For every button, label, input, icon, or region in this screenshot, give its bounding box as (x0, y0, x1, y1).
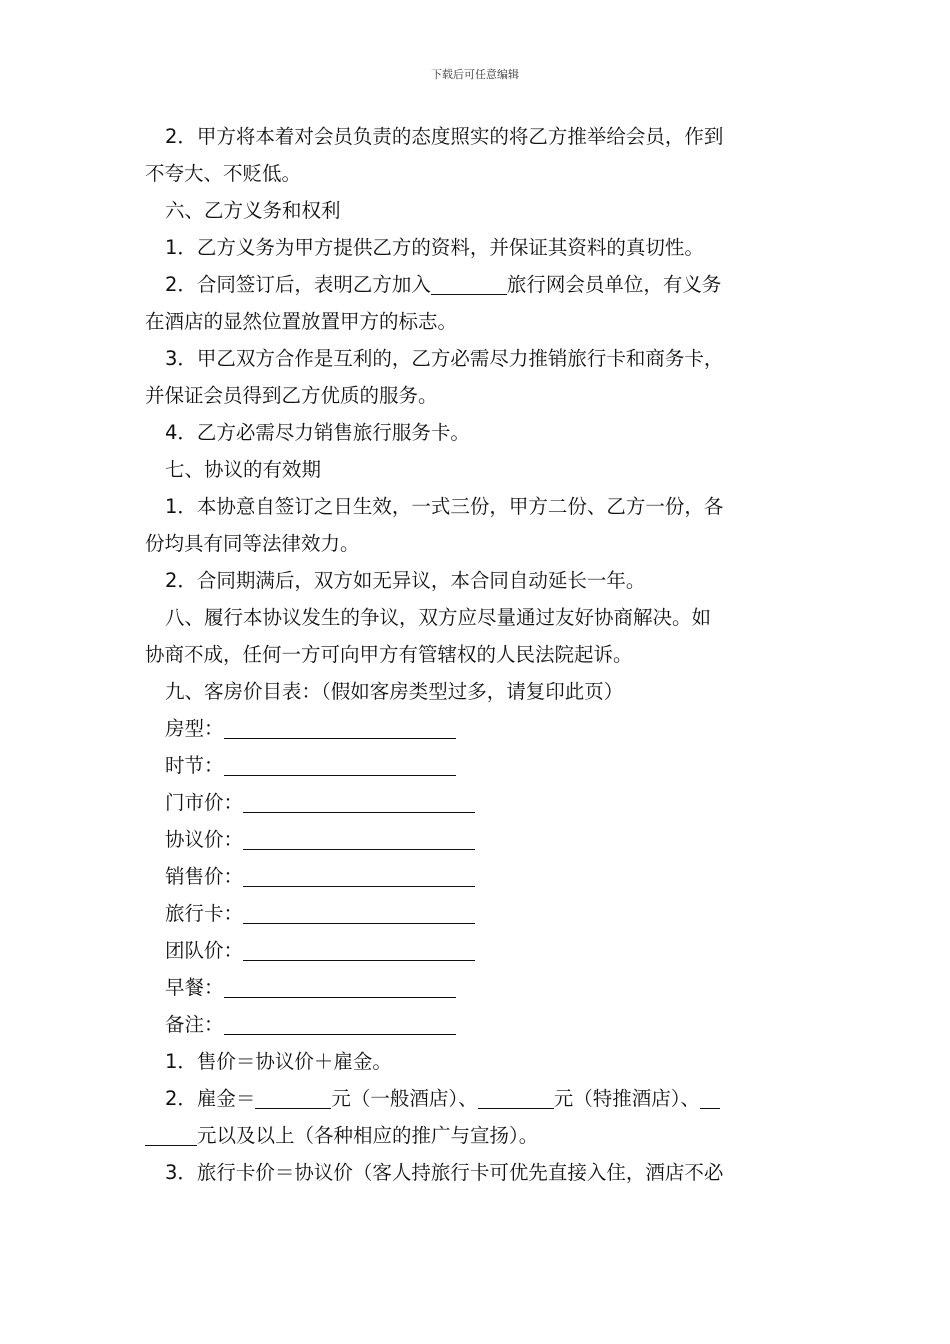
section-8: 八、履行本协议发生的争议，双方应尽量通过友好协商解决。如 (165, 606, 712, 629)
field-sale-price: 销售价： (145, 858, 810, 895)
section-9-heading: 九、客房价目表：（假如客房类型过多，请复印此页） (165, 680, 624, 703)
note-2: 2．雇金＝ 元（一般酒店）、 元（特推酒店）、 (145, 1080, 810, 1117)
field-room-type: 房型： (145, 710, 810, 747)
sale-price-blank (243, 862, 475, 887)
agreed-price-blank (243, 825, 475, 850)
travel-card-blank (243, 899, 475, 924)
clause-6-4: 4．乙方必需尽力销售旅行服务卡。 (165, 421, 470, 444)
clause-6-3: 3．甲乙双方合作是互利的，乙方必需尽力推销旅行卡和商务卡， (165, 347, 724, 370)
section-8-cont: 协商不成，任何一方可向甲方有管辖权的人民法院起诉。 (145, 643, 633, 666)
season-blank (224, 751, 456, 776)
field-agreed-price: 协议价： (145, 821, 810, 858)
clause-6-2-cont: 在酒店的显然位置放置甲方的标志。 (145, 310, 458, 333)
field-season: 时节： (145, 747, 810, 784)
note-1: 1．售价＝协议价＋雇金。 (165, 1050, 392, 1073)
contract-body (145, 118, 810, 1191)
note-3: 3．旅行卡价＝协议价（客人持旅行卡可优先直接入住，酒店不必 (165, 1161, 724, 1184)
clause-7-2: 2．合同期满后，双方如无异议，本合同自动延长一年。 (165, 569, 646, 592)
clause-6-3-cont: 并保证会员得到乙方优质的服务。 (145, 384, 438, 407)
clause-5-2: 2．甲方将本着对会员负责的态度照实的将乙方推举给会员，作到 (165, 125, 724, 148)
field-travel-card: 旅行卡： (145, 895, 810, 932)
commission-blank-regular (255, 1084, 331, 1109)
field-remarks: 备注： (145, 1006, 810, 1043)
clause-5-2-cont: 不夸大、不贬低。 (145, 162, 302, 185)
field-group-price: 团队价： (145, 932, 810, 969)
rack-price-blank (243, 788, 475, 813)
clause-6-2: 2．合同签订后，表明乙方加入 旅行网会员单位，有义务 (145, 266, 810, 303)
section-7-heading: 七、协议的有效期 (165, 458, 322, 481)
clause-6-1: 1．乙方义务为甲方提供乙方的资料，并保证其资料的真切性。 (165, 236, 704, 259)
note-2-cont: 元以及以上（各种相应的推广与宣扬）。 (145, 1117, 810, 1154)
clause-7-1: 1．本协意自签订之日生效，一式三份，甲方二份、乙方一份，各 (165, 495, 724, 518)
room-type-blank (224, 714, 456, 739)
commission-blank-promo-cont (145, 1121, 197, 1146)
commission-blank-promo (700, 1084, 720, 1109)
fill-in-blank (431, 270, 507, 295)
section-6-heading: 六、乙方义务和权利 (165, 199, 341, 222)
field-breakfast: 早餐： (145, 969, 810, 1006)
group-price-blank (243, 936, 475, 961)
clause-7-1-cont: 份均具有同等法律效力。 (145, 532, 360, 555)
commission-blank-featured (478, 1084, 554, 1109)
page-header: 下载后可任意编辑 (431, 68, 519, 81)
field-rack-price: 门市价： (145, 784, 810, 821)
breakfast-blank (224, 973, 456, 998)
remarks-blank (224, 1010, 456, 1035)
